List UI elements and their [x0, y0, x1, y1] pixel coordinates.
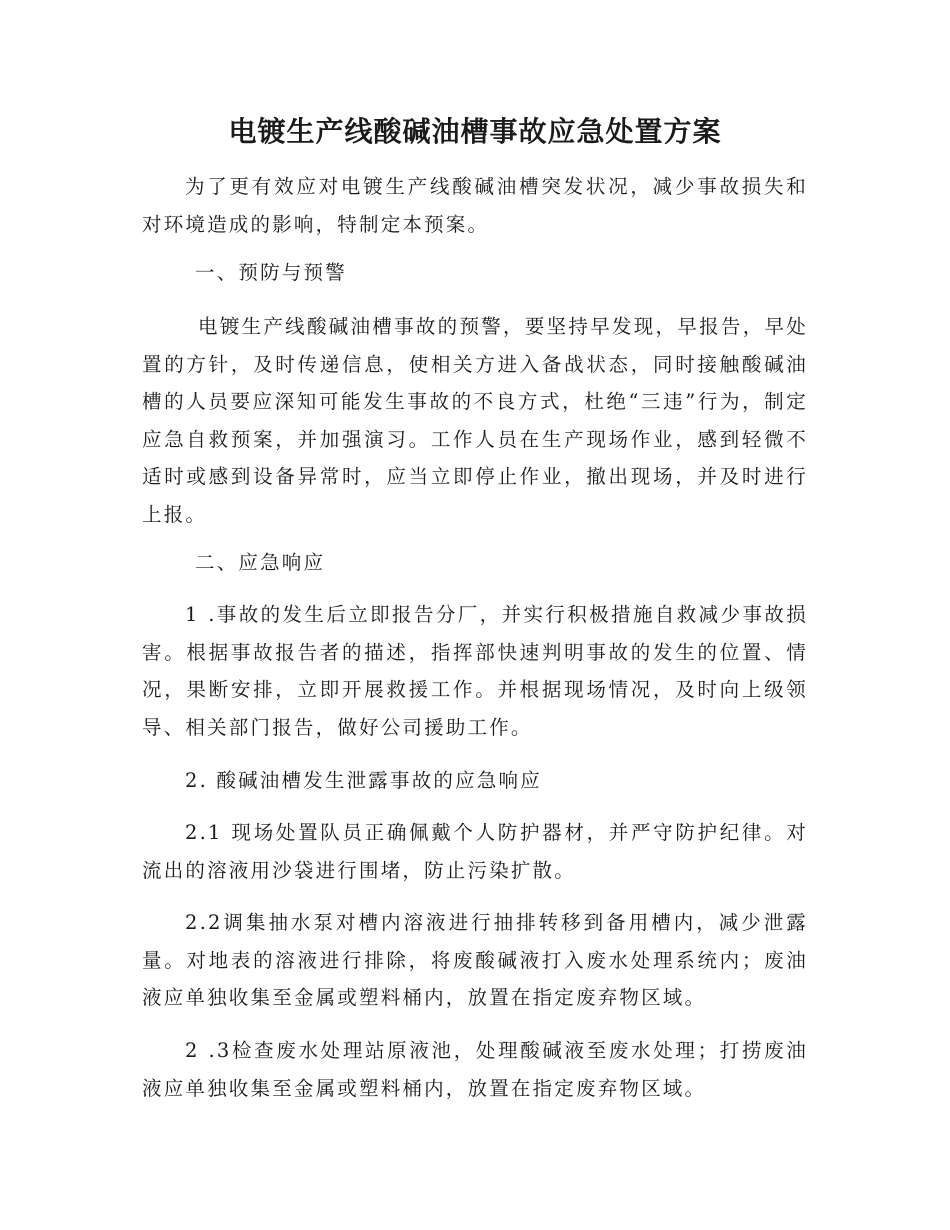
response-item-2-2: 2.2调集抽水泵对槽内溶液进行抽排转移到备用槽内，减少泄露量。对地表的溶液进行排除，将废酸碱液打入废水处理系统内；废油液应单独收集至金属或塑料桶内，放置在指定废弃物区域。 — [142, 911, 808, 1009]
response-item-2-1: 2.1 现场处置队员正确佩戴个人防护器材，并严守防护纪律。对流出的溶液用沙袋进行围堵，防止污染扩散。 — [142, 821, 808, 882]
section-heading-response: 二、应急响应 — [195, 551, 326, 574]
document-title: 电镀生产线酸碱油槽事故应急处置方案 — [228, 115, 722, 148]
response-item-1: 1 .事故的发生后立即报告分厂，并实行积极措施自救减少事故损害。根据事故报告者的描述，指挥部快速判明事故的发生的位置、情况，果断安排，立即开展救援工作。并根据现场情况，及时向上级领导、相关部门报告，做好公司援助工作。 — [142, 603, 808, 739]
response-item-2-3: 2 .3检查废水处理站原液池，处理酸碱液至废水处理；打捞废油液应单独收集至金属或塑料桶内，放置在指定废弃物区域。 — [142, 1039, 808, 1100]
prevention-paragraph: 电镀生产线酸碱油槽事故的预警，要坚持早发现，早报告，早处置的方针，及时传递信息，使相关方进入备战状态，同时接触酸碱油槽的人员要应深知可能发生事故的不良方式，杜绝“三违”行为，制定应急自救预案，并加强演习。工作人员在生产现场作业，感到轻微不适时或感到设备异常时，应当立即停止作业，撤出现场，并及时进行上报。 — [142, 315, 808, 526]
section-heading-prevention: 一、预防与预警 — [195, 261, 347, 284]
intro-paragraph: 为了更有效应对电镀生产线酸碱油槽突发状况，减少事故损失和对环境造成的影响，特制定本预案。 — [142, 175, 808, 236]
response-item-2: 2. 酸碱油槽发生泄露事故的应急响应 — [185, 769, 542, 792]
